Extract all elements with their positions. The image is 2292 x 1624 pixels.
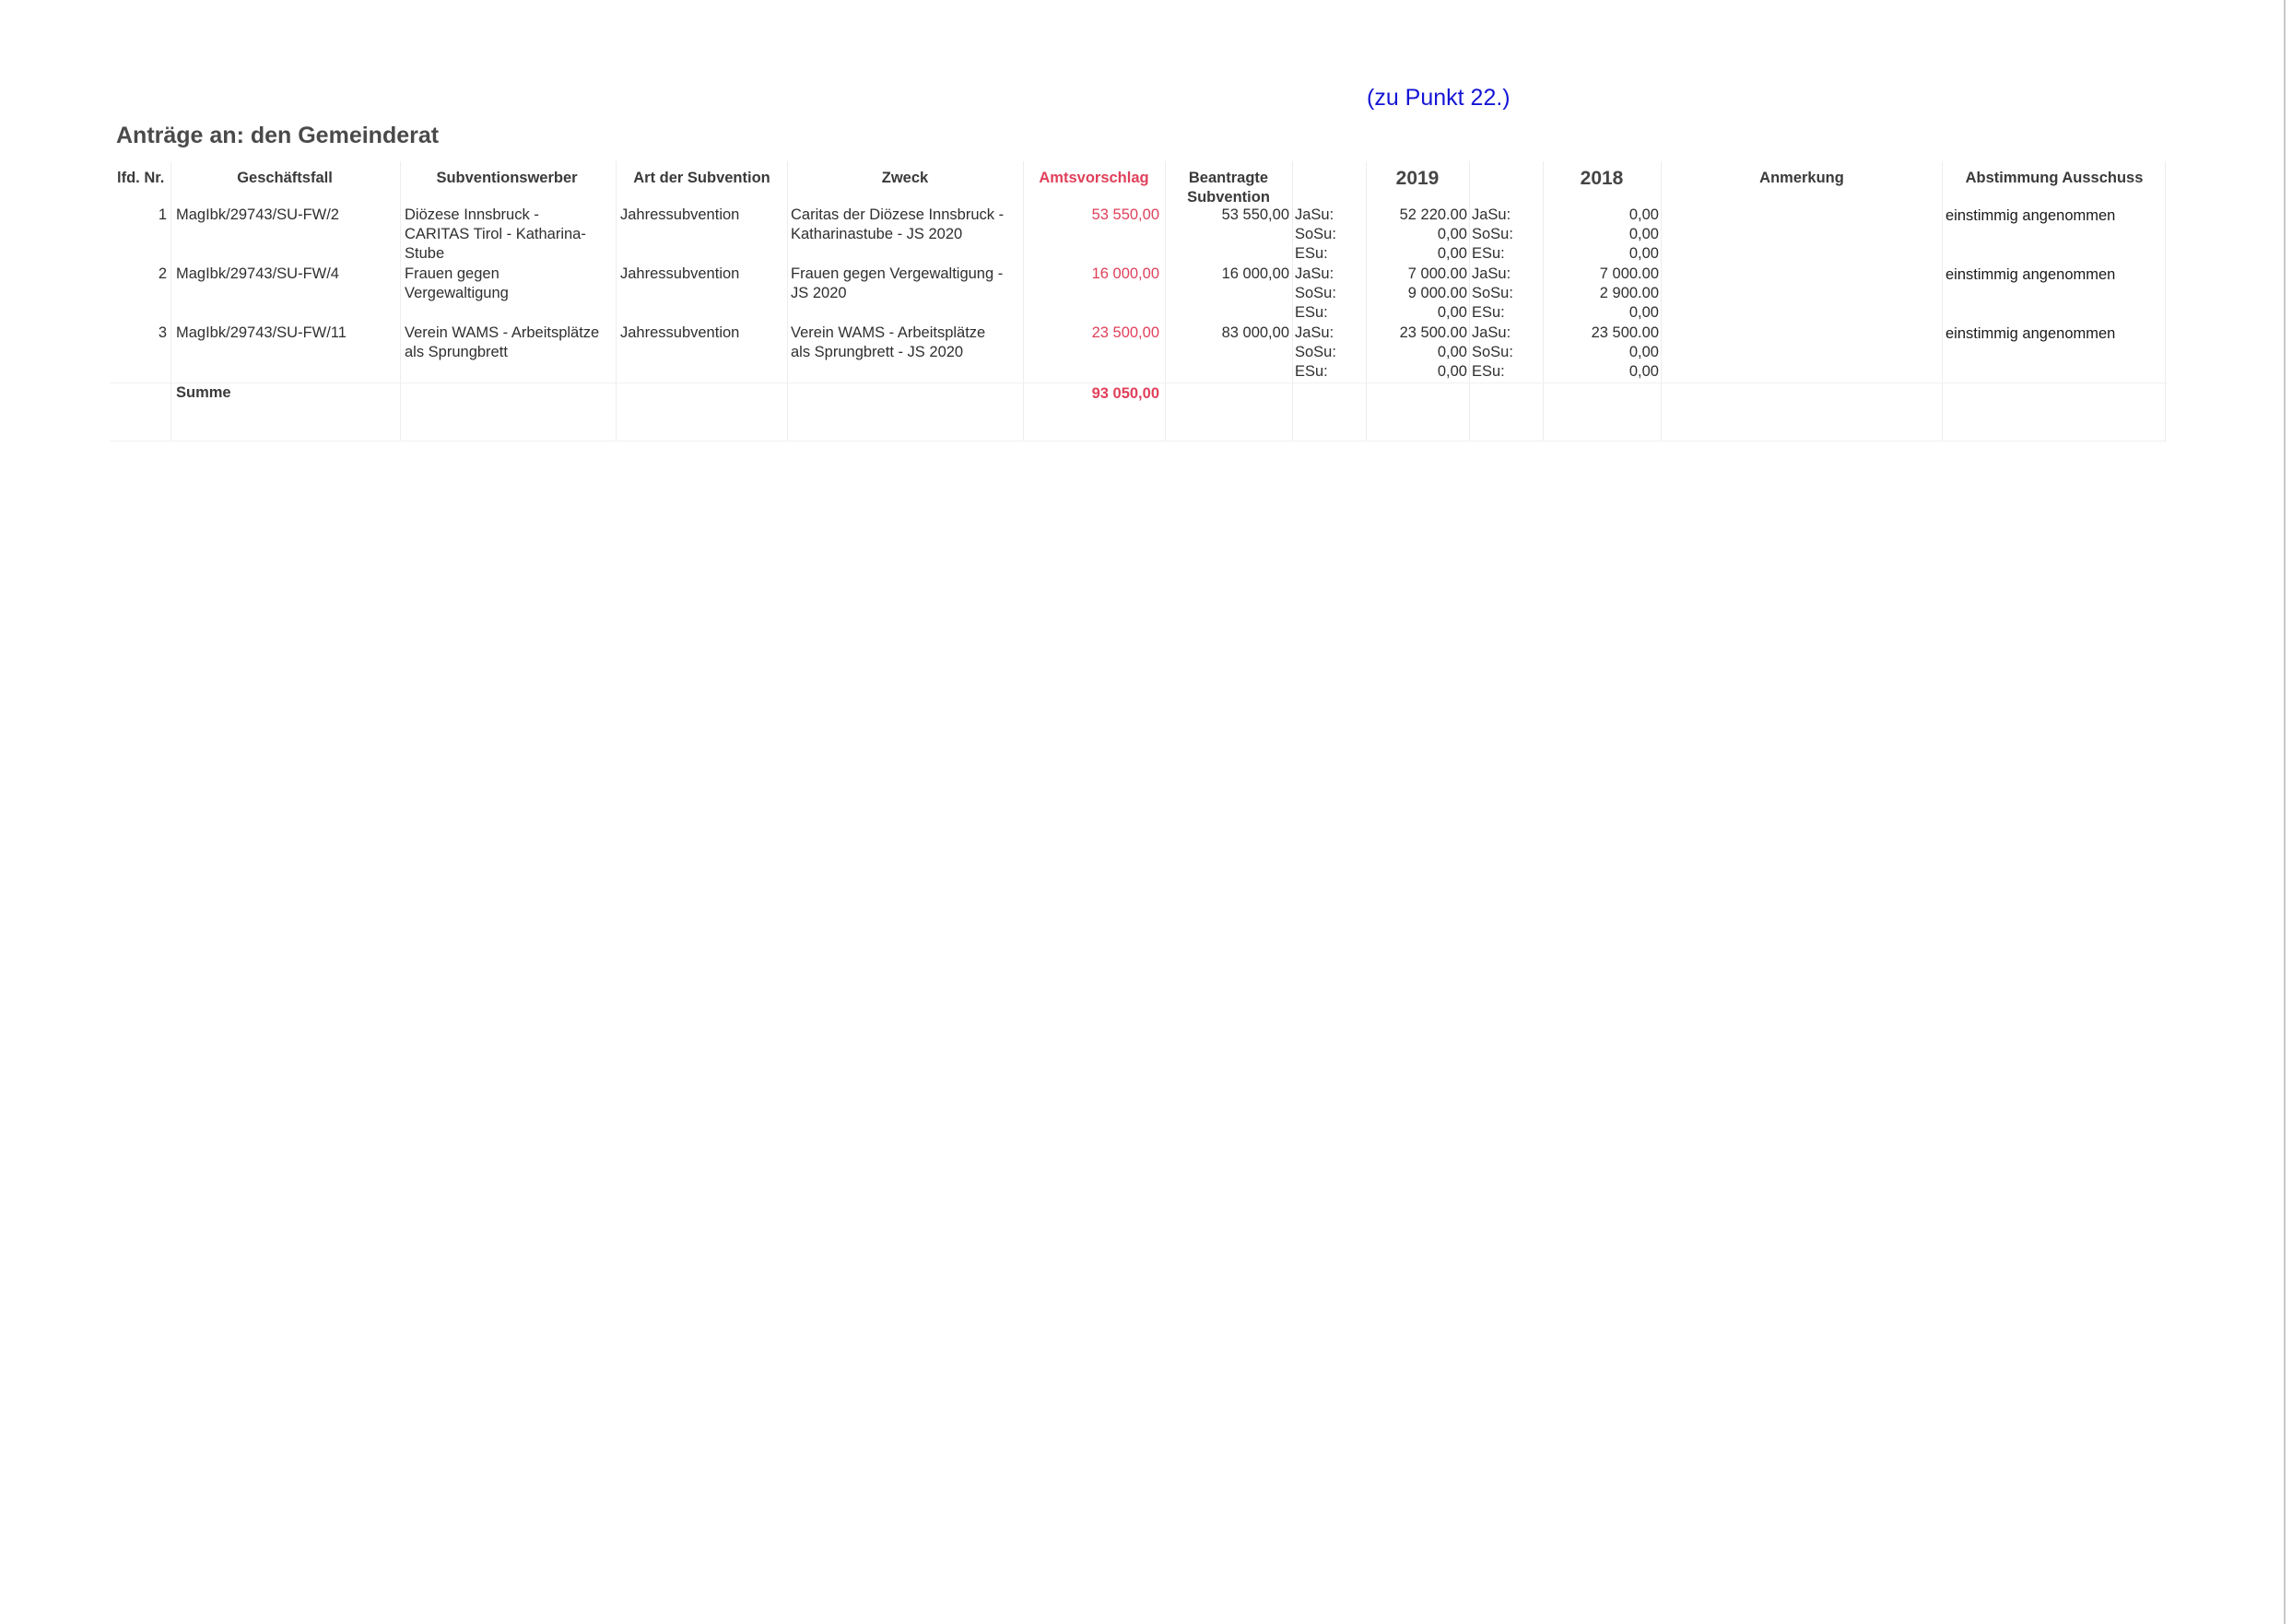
row-number: 2 [158, 265, 167, 282]
header-art-der-subvention: Art der Subvention [633, 170, 770, 186]
purpose-line: Frauen gegen Vergewaltigung - [791, 265, 1004, 282]
label-2019: ESu: [1295, 245, 1328, 262]
proposal-amount: 23 500,00 [1091, 324, 1159, 341]
value-2019: 9 000.00 [1407, 285, 1467, 301]
value-2018: 0,00 [1628, 206, 1659, 223]
header-lfd-nr: lfd. Nr. [117, 170, 165, 186]
grid-line [1942, 161, 1943, 441]
applicant-line: Vergewaltigung [405, 285, 509, 301]
value-2018: 0,00 [1628, 226, 1659, 242]
case-number: MagIbk/29743/SU-FW/4 [176, 265, 339, 282]
requested-amount: 53 550,00 [1221, 206, 1289, 223]
case-number: MagIbk/29743/SU-FW/2 [176, 206, 339, 223]
label-2018: SoSu: [1472, 226, 1513, 242]
value-2018: 0,00 [1628, 363, 1659, 380]
value-2018: 2 900.00 [1599, 285, 1659, 301]
value-2019: 0,00 [1437, 363, 1467, 380]
header-zweck: Zweck [881, 170, 929, 186]
grid-line [1366, 161, 1367, 441]
header-geschaeftsfall: Geschäftsfall [237, 170, 333, 186]
row-number: 3 [158, 324, 167, 341]
header-year-2018: 2018 [1580, 168, 1624, 189]
header-subvention: Subvention [1187, 189, 1270, 206]
applicant-line: CARITAS Tirol - Katharina- [405, 226, 586, 242]
header-anmerkung: Anmerkung [1759, 170, 1844, 186]
purpose-line: als Sprungbrett - JS 2020 [791, 344, 964, 360]
page-title: Anträge an: den Gemeinderat [116, 123, 440, 148]
value-2019: 23 500.00 [1399, 324, 1467, 341]
value-2019: 0,00 [1437, 226, 1467, 242]
grid-line [616, 161, 617, 441]
header-amtsvorschlag: Amtsvorschlag [1039, 170, 1149, 186]
label-2019: SoSu: [1295, 344, 1336, 360]
applicant-line: als Sprungbrett [405, 344, 508, 360]
sum-label: Summe [176, 384, 231, 401]
label-2018: ESu: [1472, 245, 1505, 262]
applicant-line: Diözese Innsbruck - [405, 206, 539, 223]
grid-line [170, 161, 171, 441]
header-abstimmung-ausschuss: Abstimmung Ausschuss [1965, 170, 2144, 186]
requested-amount: 83 000,00 [1221, 324, 1289, 341]
proposal-amount: 53 550,00 [1091, 206, 1159, 223]
label-2019: JaSu: [1295, 324, 1334, 341]
value-2018: 7 000.00 [1599, 265, 1659, 282]
proposal-amount: 16 000,00 [1091, 265, 1159, 282]
label-2018: SoSu: [1472, 285, 1513, 301]
subsidy-type: Jahressubvention [620, 206, 740, 223]
case-number: MagIbk/29743/SU-FW/11 [176, 324, 347, 341]
grid-line [1165, 161, 1166, 441]
applicant-line: Stube [405, 245, 445, 262]
grid-line [787, 161, 788, 441]
applicant-line: Frauen gegen [405, 265, 500, 282]
grid-line [1292, 161, 1293, 441]
sum-amount: 93 050,00 [1091, 385, 1159, 402]
label-2019: SoSu: [1295, 226, 1336, 242]
label-2018: JaSu: [1472, 265, 1511, 282]
requested-amount: 16 000,00 [1221, 265, 1289, 282]
label-2018: ESu: [1472, 304, 1505, 321]
grid-line [2165, 161, 2166, 441]
label-2018: ESu: [1472, 363, 1505, 380]
grid-line [110, 382, 2167, 383]
label-2019: JaSu: [1295, 265, 1334, 282]
grid-line [1023, 161, 1024, 441]
value-2018: 0,00 [1628, 245, 1659, 262]
grid-line [1661, 161, 1662, 441]
vote-result: einstimmig angenommen [1945, 207, 2116, 224]
value-2018: 0,00 [1628, 304, 1659, 321]
applicant-line: Verein WAMS - Arbeitsplätze [405, 324, 600, 341]
subsidy-type: Jahressubvention [620, 324, 740, 341]
value-2019: 0,00 [1437, 304, 1467, 321]
value-2019: 0,00 [1437, 245, 1467, 262]
vote-result: einstimmig angenommen [1945, 325, 2116, 342]
header-beantragte: Beantragte [1188, 170, 1269, 186]
label-2018: JaSu: [1472, 206, 1511, 223]
label-2019: ESu: [1295, 304, 1328, 321]
purpose-line: Verein WAMS - Arbeitsplätze [791, 324, 986, 341]
header-year-2019: 2019 [1395, 168, 1440, 189]
purpose-line: Caritas der Diözese Innsbruck - [791, 206, 1005, 223]
purpose-line: Katharinastube - JS 2020 [791, 226, 963, 242]
header-subventionswerber: Subventionswerber [436, 170, 578, 186]
label-2018: SoSu: [1472, 344, 1513, 360]
vote-result: einstimmig angenommen [1945, 266, 2116, 283]
label-2019: ESu: [1295, 363, 1328, 380]
label-2018: JaSu: [1472, 324, 1511, 341]
grid-line [1543, 161, 1544, 441]
label-2019: JaSu: [1295, 206, 1334, 223]
agenda-point-note: (zu Punkt 22.) [1367, 85, 1510, 111]
value-2018: 0,00 [1628, 344, 1659, 360]
label-2019: SoSu: [1295, 285, 1336, 301]
value-2018: 23 500.00 [1591, 324, 1659, 341]
value-2019: 0,00 [1437, 344, 1467, 360]
value-2019: 7 000.00 [1407, 265, 1467, 282]
row-number: 1 [158, 206, 167, 223]
subsidy-table [110, 161, 2167, 441]
subsidy-type: Jahressubvention [620, 265, 740, 282]
value-2019: 52 220.00 [1399, 206, 1467, 223]
purpose-line: JS 2020 [791, 285, 847, 301]
page-edge-line [2284, 0, 2286, 1624]
grid-line [1469, 161, 1470, 441]
grid-line [400, 161, 401, 441]
